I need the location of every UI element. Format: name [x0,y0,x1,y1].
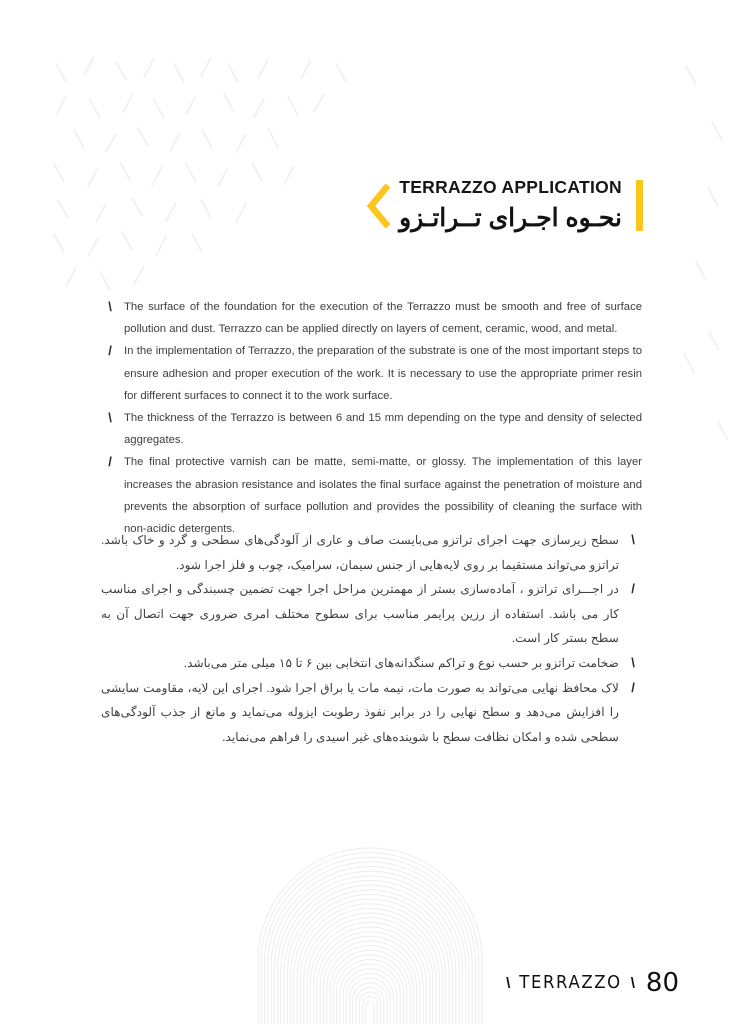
watermark-slash-icon [313,93,325,113]
chevron-left-icon [363,178,393,233]
page-title-fa: نحـوه اجـرای تــراتـزو [399,204,622,233]
paragraph-en-text: The final protective varnish can be matte, semi-matte, or glossy. The implementation of this layer increases the abrasion resistance and isolates the final surface against the penetration of moisture and prevents the absorption of surface pollution and provides the possibility of cleaning the surface with non-acidic detergents. [124,456,642,536]
arch-line [310,922,429,1024]
bullet-backslash-icon: \ [108,410,112,426]
watermark-slash-icon [235,203,247,223]
english-body [102,296,642,540]
watermark-slash-icon [235,133,247,153]
bullet-backslash-icon: \ [631,654,635,670]
arch-line [261,853,478,1024]
arch-line [366,1001,374,1024]
arch-line [317,932,423,1024]
persian-body [101,528,641,749]
watermark-slash-icon [708,331,720,351]
watermark-slash-icon [53,233,65,253]
page-number: 80 [645,968,679,998]
arch-line [268,862,472,1024]
page-footer [506,970,679,996]
paragraph-en [102,451,642,540]
arch-line [350,978,391,1024]
watermark-slash-icon [153,99,165,119]
watermark-slash-icon [155,236,167,256]
arch-line [359,992,380,1024]
watermark-slash-icon [89,99,101,119]
watermark-slash-icon [53,163,65,183]
watermark-slash-icon [131,197,143,217]
watermark-slash-icon [65,267,77,287]
page-header [363,178,643,233]
footer-slash-left-icon: \ [506,974,511,992]
watermark-slash-icon [185,163,197,183]
footer-slash-right-icon: \ [630,974,635,992]
bullet-slash-icon: / [631,679,635,695]
watermark-slash-icon [257,59,269,79]
watermark-slash-icon [55,63,67,83]
watermark-slash-icon [55,96,67,116]
watermark-slash-icon [695,261,707,281]
arch-line [323,941,416,1024]
watermark-slash-icon [133,265,145,285]
arch-line [353,983,387,1024]
arch-line [356,987,384,1024]
watermark-slash-icon [115,61,127,81]
paragraph-fa-text: در اجـــرای تراتزو ، آماده‌سازی بستر از مهمترین مراحل اجرا جهت تضمین چسبندگی و اجرای مناسب کار می باشد. استفاده از رزین پرایمر مناسب برای سطوح مختلف امری ضروری جهت اتصال آن به سطح بستر کار است. [101,582,619,646]
watermark-slash-icon [300,59,312,79]
watermark-slash-icon [137,127,149,147]
watermark-slash-icon [200,57,212,77]
watermark-slash-icon [122,93,134,113]
watermark-slash-icon [335,63,347,83]
watermark-slash-icon [165,202,177,222]
bullet-slash-icon: / [108,454,112,470]
arch-line [258,848,482,1024]
watermark-slash-icon [267,128,279,148]
watermark-slash-icon [87,167,99,187]
arch-line [320,936,420,1024]
paragraph-en [102,407,642,451]
arch-line [363,997,378,1024]
watermark-slash-icon [95,203,107,223]
arch-line [301,908,440,1024]
arch-line [346,973,393,1024]
paragraph-en [102,340,642,407]
arch-line [307,918,433,1024]
watermark-slash-icon [251,162,263,182]
vertical-accent-bar [636,180,643,231]
bullet-slash-icon: / [108,343,112,359]
arch-line [278,876,463,1024]
paragraph-fa [101,528,641,577]
watermark-slash-icon [200,199,212,219]
watermark-slash-icon [253,98,265,118]
watermark-slash-icon [57,199,69,219]
watermark-slash-icon [707,187,719,207]
paragraph-fa-text: ضخامت تراتزو بر حسب نوع و تراکم سنگدانه‌های انتخابی بین ۶ تا ۱۵ میلی متر می‌باشد. [183,655,619,670]
paragraph-en-text: The surface of the foundation for the execution of the Terrazzo must be smooth and free of surface pollution and dust. Terrazzo can be applied directly on layers of cement, ceramic, wood, and metal. [124,301,642,336]
watermark-slash-icon [87,237,99,257]
arch-line [284,885,456,1024]
watermark-slash-icon [283,165,295,185]
watermark-slash-icon [119,161,131,181]
paragraph-en [102,296,642,340]
watermark-slash-icon [685,65,697,85]
arch-line [287,890,452,1024]
paragraph-en-text: In the implementation of Terrazzo, the preparation of the substrate is one of the most important steps to ensure adhesion and proper execution of the work. It is necessary to use the appropriate primer resin for different surfaces to connect it to the work surface. [124,345,642,402]
watermark-slash-icon [201,129,213,149]
arch-line [281,880,459,1024]
arch-line [314,927,427,1024]
paragraph-fa [101,651,641,676]
watermark-slash-icon [121,231,133,251]
arch-line [291,894,450,1024]
watermark-slash-icon [99,271,111,291]
page-title-en: TERRAZZO APPLICATION [399,177,622,197]
watermark-slash-icon [185,95,197,115]
arch-line [304,913,436,1024]
bullet-backslash-icon: \ [108,299,112,314]
arch-line [294,899,446,1024]
arch-line [337,959,404,1024]
watermark-slash-icon [143,58,155,78]
watermark-slash-icon [227,63,239,83]
watermark-slash-icon [169,132,181,152]
paragraph-fa [101,577,641,651]
arch-line [343,969,397,1024]
header-titles [399,178,636,233]
arch-line [265,857,476,1024]
paragraph-en-text: The thickness of the Terrazzo is between 6 and 15 mm depending on the type and density of selected aggregates. [124,412,642,447]
footer-brand-logo: TERRAZZO [519,972,622,993]
arch-line [274,871,465,1024]
arch-line [330,950,410,1024]
arch-line [271,867,469,1024]
watermark-slash-icon [105,133,117,153]
arch-line [327,946,414,1024]
paragraph-fa-text: لاک محافظ نهایی می‌تواند به صورت مات، نیمه مات یا براق اجرا شود. اجرای این لایه، مقاومت سایشی را افزایش می‌دهد و سطح نهایی را در برابر نفوذ رطوبت ایزوله می‌نماید و مانع از جذب آلودگی‌های سطحی شده و امکان نظافت سطح با شوینده‌های غیر اسیدی را فراهم می‌نماید. [101,680,619,744]
watermark-slash-icon [191,233,203,253]
watermark-slash-icon [711,121,723,141]
watermark-slash-icon [173,63,185,83]
watermark-slash-icon [217,167,229,187]
bullet-backslash-icon: \ [631,532,635,547]
arch-line [333,955,406,1024]
watermark-slash-icon [151,166,163,186]
paragraph-fa [101,676,641,750]
watermark-slash-icon [683,353,695,373]
watermark-slash-icon [287,96,299,116]
watermark-slash-icon [717,421,729,441]
bullet-slash-icon: / [631,581,635,597]
arch-line [340,964,400,1024]
watermark-slash-icon [73,129,85,149]
watermark-slash-icon [223,93,235,113]
watermark-slash-icon [83,56,95,76]
paragraph-fa-text: سطح زیرسازی جهت اجرای تراتزو می‌بایست صاف و عاری از آلودگی‌های سطحی و گرد و خاک باشد. تراتزو می‌تواند مستقیما بر روی لایه‌هایی از جنس سیمان، سرامیک، چوب و فلز اجرا شود. [101,533,619,572]
arch-line [297,904,442,1024]
